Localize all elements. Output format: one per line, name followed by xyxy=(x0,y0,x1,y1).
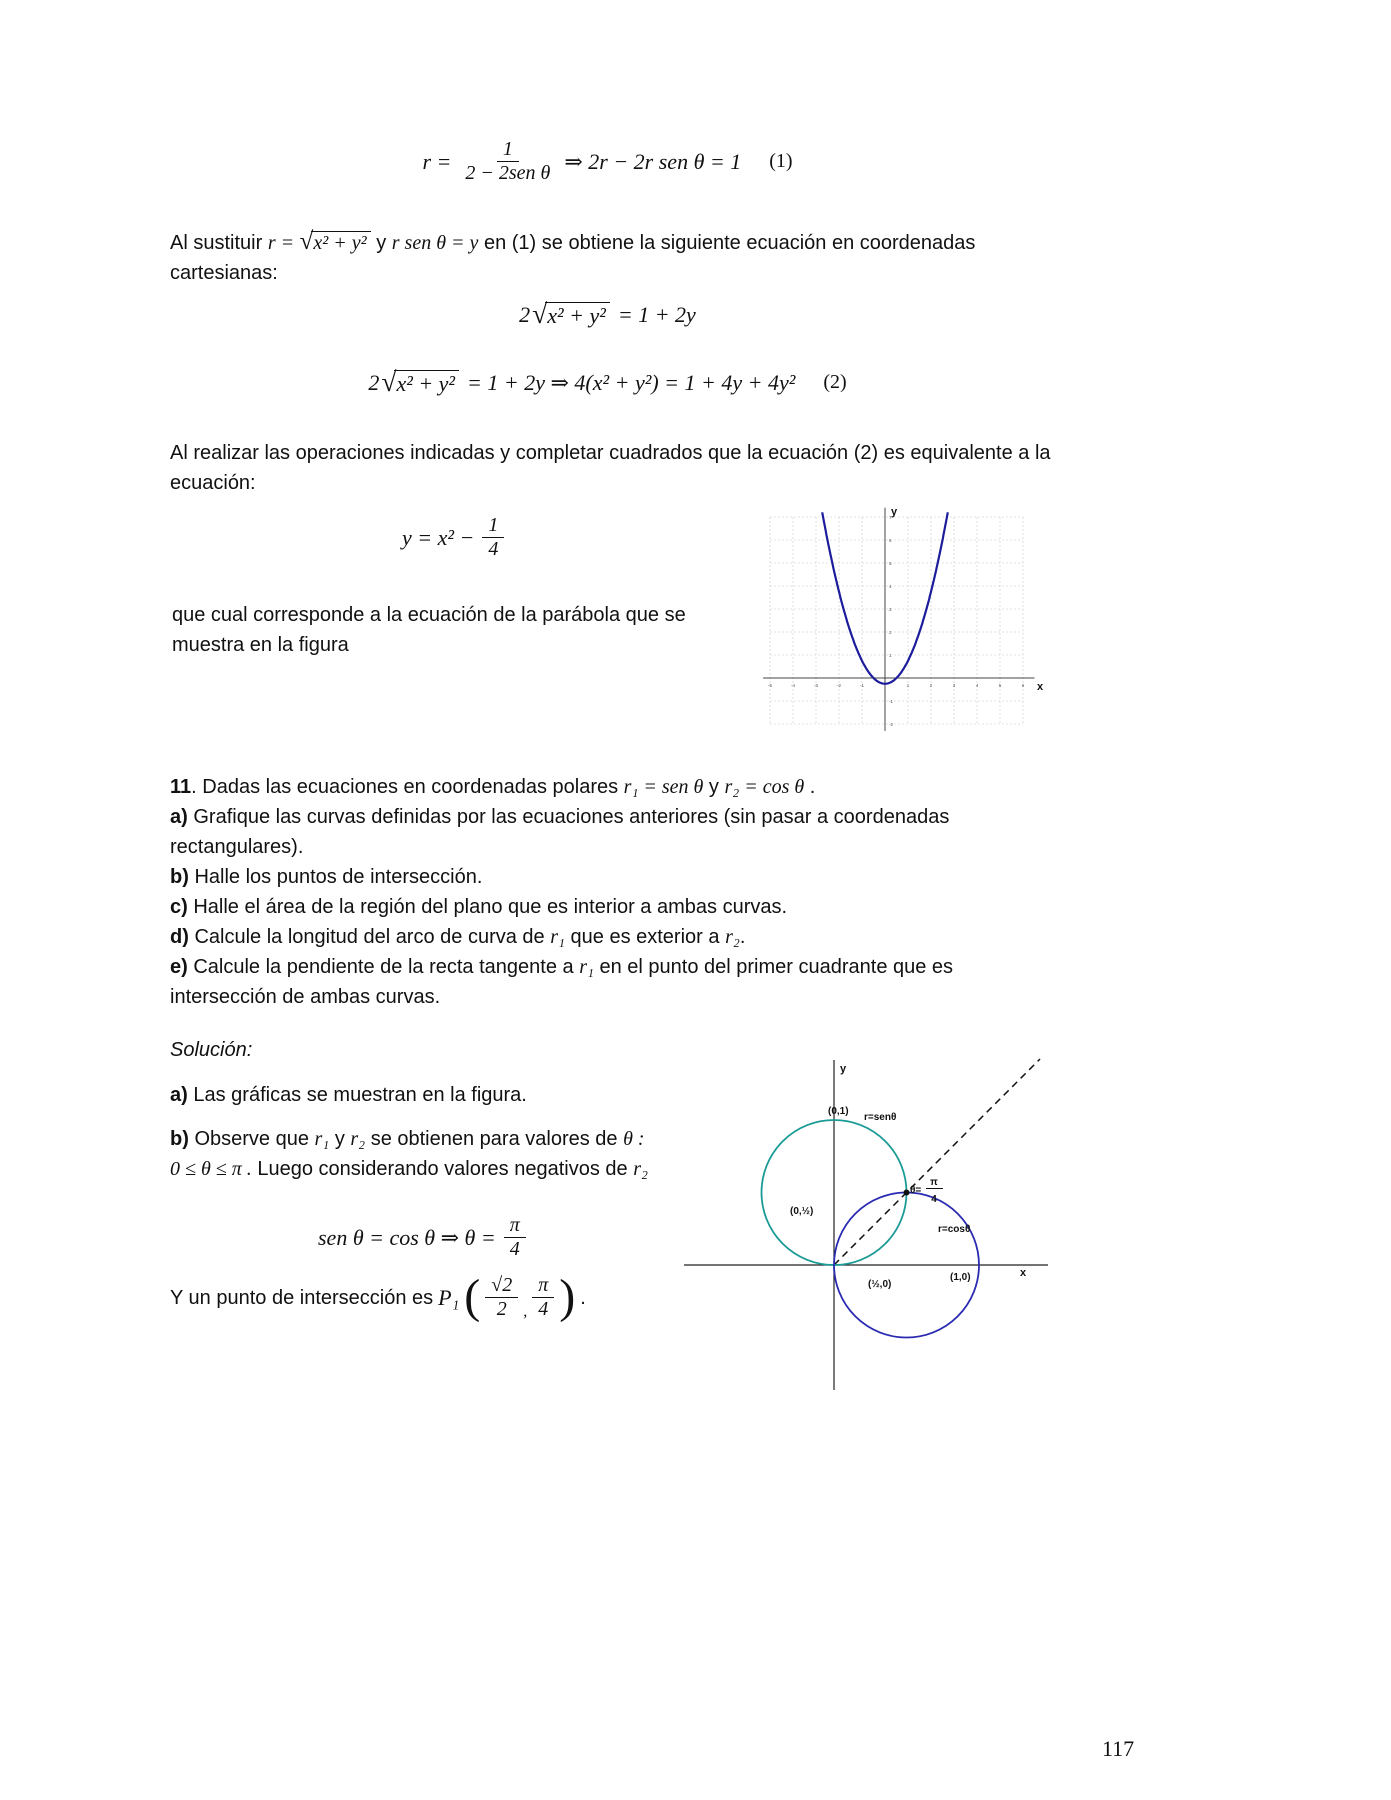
equation-1 xyxy=(0,138,1215,185)
paragraph-substitution xyxy=(170,228,1233,288)
page-number: 117 xyxy=(1102,1736,1135,1761)
item-label: a) xyxy=(170,1084,188,1106)
solution-item-a xyxy=(170,1080,527,1110)
math-fragment: r₁ = sen θ xyxy=(623,776,704,798)
radicand: x² + y² xyxy=(545,302,610,328)
eq4-denominator: 4 xyxy=(488,538,499,560)
sqrt-symbol: √ xyxy=(532,298,548,329)
sqrt-symbol: √ xyxy=(381,366,397,397)
math-fragment: r₁ xyxy=(314,1128,330,1150)
svg-text:4: 4 xyxy=(975,683,979,688)
svg-text:-2: -2 xyxy=(889,722,894,727)
svg-text:3: 3 xyxy=(889,607,892,612)
eq1-tag: (1) xyxy=(769,150,793,172)
equation-parabola xyxy=(402,514,504,561)
equation-theta xyxy=(318,1214,526,1261)
fig2-x-axis-label: x xyxy=(1020,1267,1027,1279)
fraction-denominator: 4 xyxy=(538,1298,549,1320)
text-fragment: . Dadas las ecuaciones en coordenadas polares xyxy=(191,776,624,798)
text-fragment: Grafique las curvas definidas por las ecuaciones anteriores (sin pasar a coordenadas xyxy=(187,806,950,828)
eq4-numerator: 1 xyxy=(482,514,504,538)
text-fragment: en (1) se obtiene la siguiente ecuación en coordenadas xyxy=(483,232,976,254)
text-fragment: muestra en la figura xyxy=(172,634,349,656)
svg-text:6: 6 xyxy=(1021,683,1025,688)
svg-text:5: 5 xyxy=(889,561,892,566)
sqrt-symbol: √ xyxy=(299,228,314,255)
point-1-0-label: (1,0) xyxy=(950,1272,971,1283)
point-0-half-label: (0,½) xyxy=(790,1206,814,1217)
text-fragment: Halle el área de la región del plano que es interior a ambas curvas. xyxy=(187,896,788,918)
svg-text:2: 2 xyxy=(929,683,933,688)
big-right-paren: ) xyxy=(559,1270,576,1324)
r-cos-theta-label: r=cosθ xyxy=(938,1224,971,1235)
math-fragment: r₁ xyxy=(579,956,594,978)
svg-text:2: 2 xyxy=(889,630,892,635)
eq1-lhs: r = xyxy=(422,148,452,174)
problem-11-item-d xyxy=(170,922,1233,952)
svg-text:4: 4 xyxy=(889,584,892,589)
text-fragment: . xyxy=(580,1286,586,1309)
problem-11-item-c xyxy=(170,892,1233,922)
equation-3 xyxy=(0,368,1215,397)
eq1-fraction xyxy=(459,138,556,185)
text-fragment: se obtienen para valores de xyxy=(365,1128,624,1150)
math-fragment: r₂ = cos θ xyxy=(724,776,805,798)
eq2-post: = 1 + 2y xyxy=(617,301,696,327)
theta-equals-label: θ= xyxy=(910,1185,922,1196)
text-fragment: y xyxy=(329,1128,351,1150)
eq1-denominator: 2 − 2sen θ xyxy=(465,162,551,184)
problem-11-item-e xyxy=(170,952,1233,1012)
eq3-pre: 2 xyxy=(368,369,380,395)
eq4-lhs: y = x² − xyxy=(402,524,475,550)
radical-expression xyxy=(299,228,371,255)
fig1-x-axis-label: x xyxy=(1037,681,1044,693)
problem-11-item-a xyxy=(170,802,1233,862)
text-fragment: que cual corresponde a la ecuación de la parábola que se xyxy=(172,604,686,626)
item-label: a) xyxy=(170,806,188,828)
problem-number: 11 xyxy=(170,776,192,798)
math-fragment: P₁ xyxy=(438,1284,460,1310)
text-fragment: intersección de ambas curvas. xyxy=(170,986,441,1008)
problem-11 xyxy=(170,772,1233,1012)
text-fragment: Al sustituir xyxy=(170,232,268,254)
problem-11-item-b xyxy=(170,862,1233,892)
text-fragment: ecuación: xyxy=(170,472,256,494)
eq1-rhs: ⇒ 2r − 2r sen θ = 1 xyxy=(564,148,742,174)
text-fragment: Calcule la longitud del arco de curva de xyxy=(188,926,551,948)
svg-text:-4: -4 xyxy=(790,683,796,688)
svg-text:7: 7 xyxy=(889,515,892,520)
text-fragment: y xyxy=(703,776,725,798)
item-label: e) xyxy=(170,956,188,978)
intersect-fraction-1 xyxy=(485,1274,518,1321)
svg-text:-5: -5 xyxy=(767,683,773,688)
fig1-y-axis-label: y xyxy=(891,506,898,518)
math-fragment: θ : xyxy=(623,1128,645,1150)
polar-canvas xyxy=(684,1059,1048,1390)
theta-fraction-numerator: π xyxy=(930,1177,938,1188)
svg-text:-3: -3 xyxy=(813,683,819,688)
text-fragment: Halle los puntos de intersección. xyxy=(188,866,483,888)
paragraph-complete-squares xyxy=(170,438,1233,498)
math-fragment: r₂ xyxy=(633,1158,648,1180)
eq5-numerator: π xyxy=(504,1214,526,1238)
text-fragment: Y un punto de intersección es xyxy=(170,1286,434,1309)
text-fragment: en el punto del primer cuadrante que es xyxy=(593,956,954,978)
fig2-y-axis-label: y xyxy=(840,1063,847,1075)
eq3-tag: (2) xyxy=(823,371,847,393)
point-half-0-label: (½,0) xyxy=(868,1279,892,1290)
svg-text:-1: -1 xyxy=(889,699,894,704)
text-fragment: y xyxy=(376,232,392,254)
paragraph-parabola-figure xyxy=(172,600,762,660)
svg-text:6: 6 xyxy=(889,538,892,543)
equation-theta-row xyxy=(318,1214,526,1261)
math-fragment: r₂ xyxy=(350,1128,366,1150)
equation-2-row xyxy=(519,300,696,329)
svg-text:5: 5 xyxy=(998,683,1002,688)
text-fragment: Al realizar las operaciones indicadas y completar cuadrados que la ecuación (2) es equivalente a la xyxy=(170,442,1051,464)
intersection-row xyxy=(170,1270,586,1324)
item-label: b) xyxy=(170,866,189,888)
text-fragment: rectangulares). xyxy=(170,836,304,858)
fraction-denominator: 2 xyxy=(496,1298,507,1320)
svg-text:1: 1 xyxy=(889,653,892,658)
fraction-numerator: √2 xyxy=(485,1274,518,1298)
eq5-lhs: sen θ = cos θ ⇒ θ = xyxy=(318,1224,496,1250)
intersect-fraction-2 xyxy=(532,1274,554,1321)
eq4-fraction xyxy=(482,514,504,561)
parabola-canvas xyxy=(763,508,1034,731)
text-fragment: que es exterior a xyxy=(564,926,726,948)
item-label: c) xyxy=(170,896,188,918)
math-fragment: r sen θ = y xyxy=(391,232,479,254)
item-label: b) xyxy=(170,1128,189,1150)
svg-text:-2: -2 xyxy=(836,683,842,688)
comma: , xyxy=(523,1303,528,1320)
point-0-1-label: (0,1) xyxy=(828,1106,849,1117)
text-fragment: Calcule la pendiente de la recta tangente a xyxy=(187,956,580,978)
intersection-point-line xyxy=(170,1270,586,1324)
math-fragment: r₂ xyxy=(725,926,740,948)
problem-11-intro xyxy=(170,772,1233,802)
equation-3-row xyxy=(368,368,846,397)
text-fragment: . xyxy=(739,926,746,948)
polar-curves-figure xyxy=(676,1052,1061,1397)
equation-2 xyxy=(0,300,1215,329)
svg-text:-1: -1 xyxy=(859,683,865,688)
eq5-denominator: 4 xyxy=(509,1238,520,1260)
text-fragment: Las gráficas se muestran en la figura. xyxy=(187,1084,527,1106)
equation-1-row xyxy=(422,138,792,185)
equation-parabola-row xyxy=(402,514,504,561)
parabola-figure xyxy=(753,502,1053,747)
svg-text:3: 3 xyxy=(952,683,956,688)
fraction-numerator: π xyxy=(532,1274,554,1298)
radical-expression xyxy=(532,300,610,329)
eq5-fraction xyxy=(504,1214,526,1261)
solution-heading: Solución: xyxy=(170,1039,253,1061)
text-fragment: Observe que xyxy=(188,1128,315,1150)
r-sen-theta-label: r=senθ xyxy=(864,1112,897,1123)
eq2-pre: 2 xyxy=(519,301,531,327)
math-fragment: r = xyxy=(267,232,295,254)
math-fragment: 0 ≤ θ ≤ π . xyxy=(170,1158,252,1180)
theta-fraction-denominator: 4 xyxy=(931,1194,937,1205)
radicand: x² + y² xyxy=(394,370,459,396)
eq1-numerator: 1 xyxy=(497,138,519,162)
radicand: x² + y² xyxy=(311,231,370,254)
text-fragment: cartesianas: xyxy=(170,262,278,284)
big-left-paren: ( xyxy=(464,1270,481,1324)
eq3-post: = 1 + 2y ⇒ 4(x² + y²) = 1 + 4y + 4y² xyxy=(467,369,796,395)
radical-expression xyxy=(381,368,459,397)
text-fragment: Luego considerando valores negativos de xyxy=(251,1158,634,1180)
math-fragment: r₁ xyxy=(550,926,565,948)
item-label: d) xyxy=(170,926,189,948)
text-fragment: . xyxy=(804,776,816,798)
svg-text:1: 1 xyxy=(906,683,910,688)
